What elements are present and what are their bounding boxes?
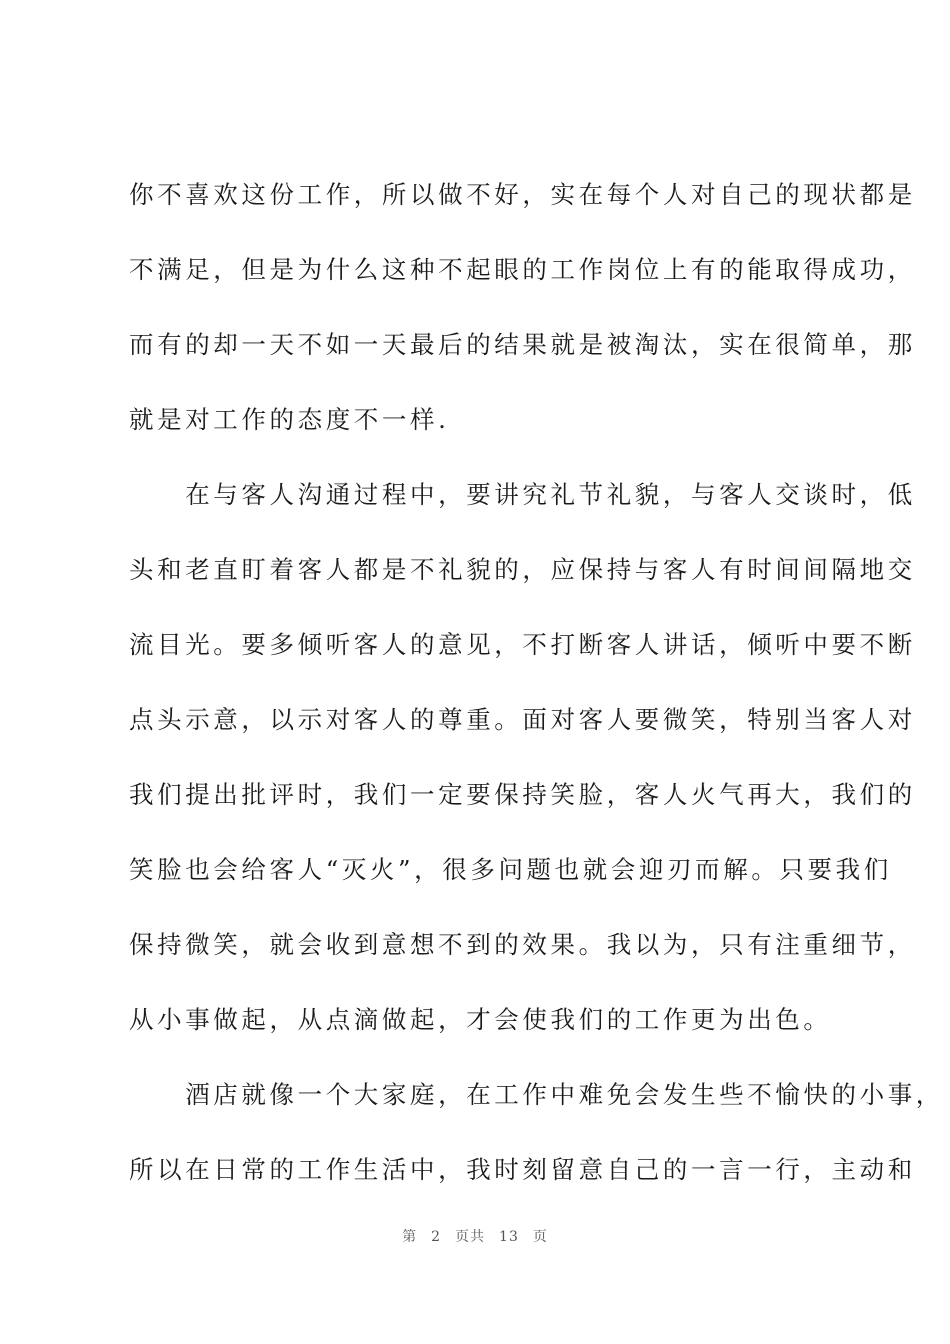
text-line: 在与客人沟通过程中，要讲究礼节礼貌，与客人交谈时，低 — [129, 480, 916, 509]
text-line: 流目光。要多倾听客人的意见，不打断客人讲话，倾听中要不断 — [129, 630, 916, 659]
text-line: 所以在日常的工作生活中，我时刻留意自己的一言一行，主动和 — [129, 1155, 916, 1184]
text-line: 酒店就像一个大家庭，在工作中难免会发生些不愉快的小事， — [129, 1080, 944, 1109]
text-line: 笑脸也会给客人“灭火”，很多问题也就会迎刃而解。只要我们 — [129, 855, 892, 884]
total-page-count: 13 — [499, 1229, 519, 1245]
text-line: 就是对工作的态度不一样. — [129, 405, 450, 434]
text-line: 不满足，但是为什么这种不起眼的工作岗位上有的能取得成功， — [129, 255, 916, 284]
text-line: 点头示意，以示对客人的尊重。面对客人要微笑，特别当客人对 — [129, 705, 916, 734]
text-line: 而有的却一天不如一天最后的结果就是被淘汰，实在很简单，那 — [129, 330, 916, 359]
text-line: 从小事做起，从点滴做起，才会使我们的工作更为出色。 — [129, 1005, 832, 1034]
footer-suffix: 页 — [532, 1229, 548, 1245]
footer-prefix: 第 — [402, 1229, 418, 1245]
text-line: 保持微笑，就会收到意想不到的效果。我以为，只有注重细节， — [129, 930, 916, 959]
text-line: 你不喜欢这份工作，所以做不好，实在每个人对自己的现状都是 — [129, 180, 916, 209]
text-line: 头和老直盯着客人都是不礼貌的，应保持与客人有时间间隔地交 — [129, 555, 916, 584]
footer-middle: 页共 — [455, 1229, 486, 1245]
text-line: 我们提出批评时，我们一定要保持笑脸，客人火气再大，我们的 — [129, 780, 916, 809]
current-page-number: 2 — [431, 1229, 442, 1245]
page-footer — [0, 1226, 950, 1246]
